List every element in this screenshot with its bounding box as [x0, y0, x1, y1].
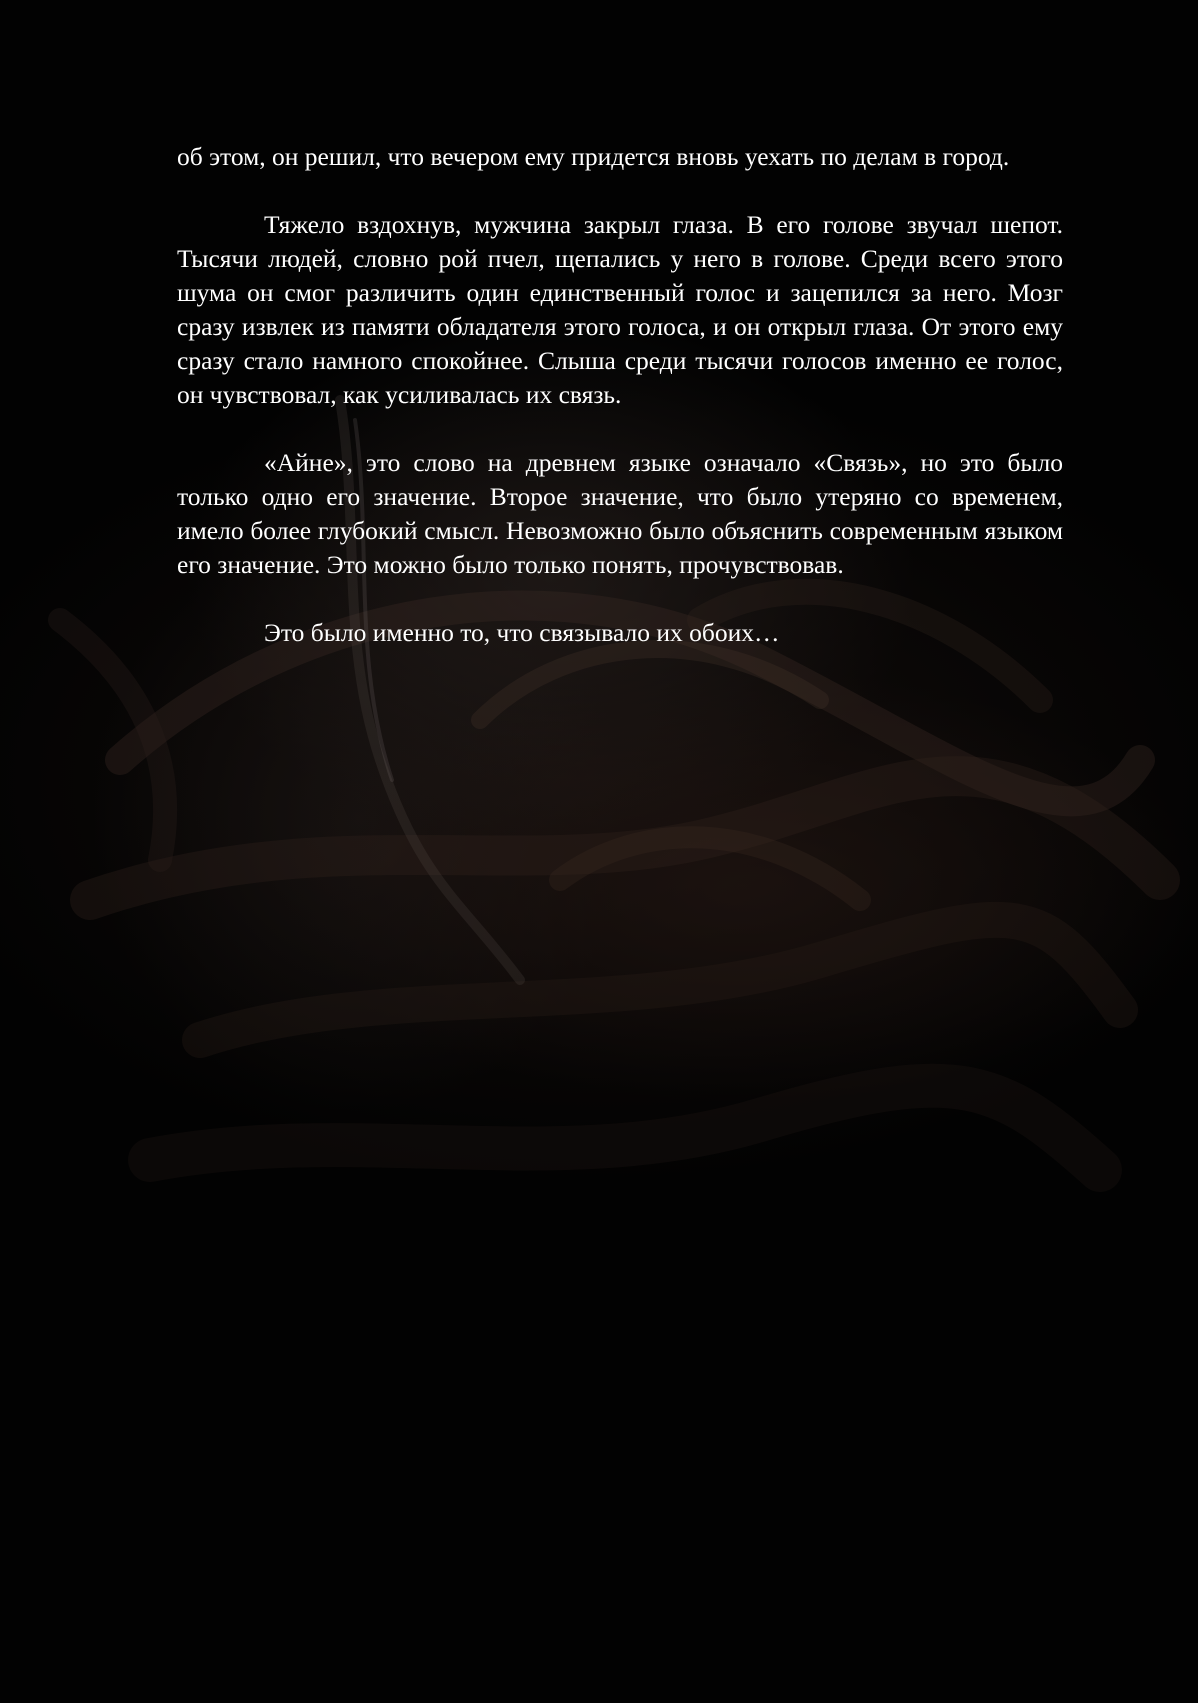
document-body: [177, 140, 1063, 684]
paragraph-1: об этом, он решил, что вечером ему придется вновь уехать по делам в город.: [177, 142, 1010, 171]
paragraph-4: Это было именно то, что связывало их обоих…: [264, 618, 780, 647]
paragraph-3: «Айне», это слово на древнем языке означало «Связь», но это было только одно его значение. Второе значение, что было утеряно со временем, имело более глубокий смысл. Невозможно было объяснить современным языком его значение. Это можно было только понять, прочувствовав.: [177, 448, 1063, 579]
paragraph-2: Тяжело вздохнув, мужчина закрыл глаза. В его голове звучал шепот. Тысячи людей, словно рой пчел, щепались у него в голове. Среди всего этого шума он смог различить один единственный голос и зацепился за него. Мозг сразу извлек из памяти обладателя этого голоса, и он открыл глаза. От этого ему сразу стало намного спокойнее. Слыша среди тысячи голосов именно ее голос, он чувствовал, как усиливалась их связь.: [177, 210, 1063, 409]
